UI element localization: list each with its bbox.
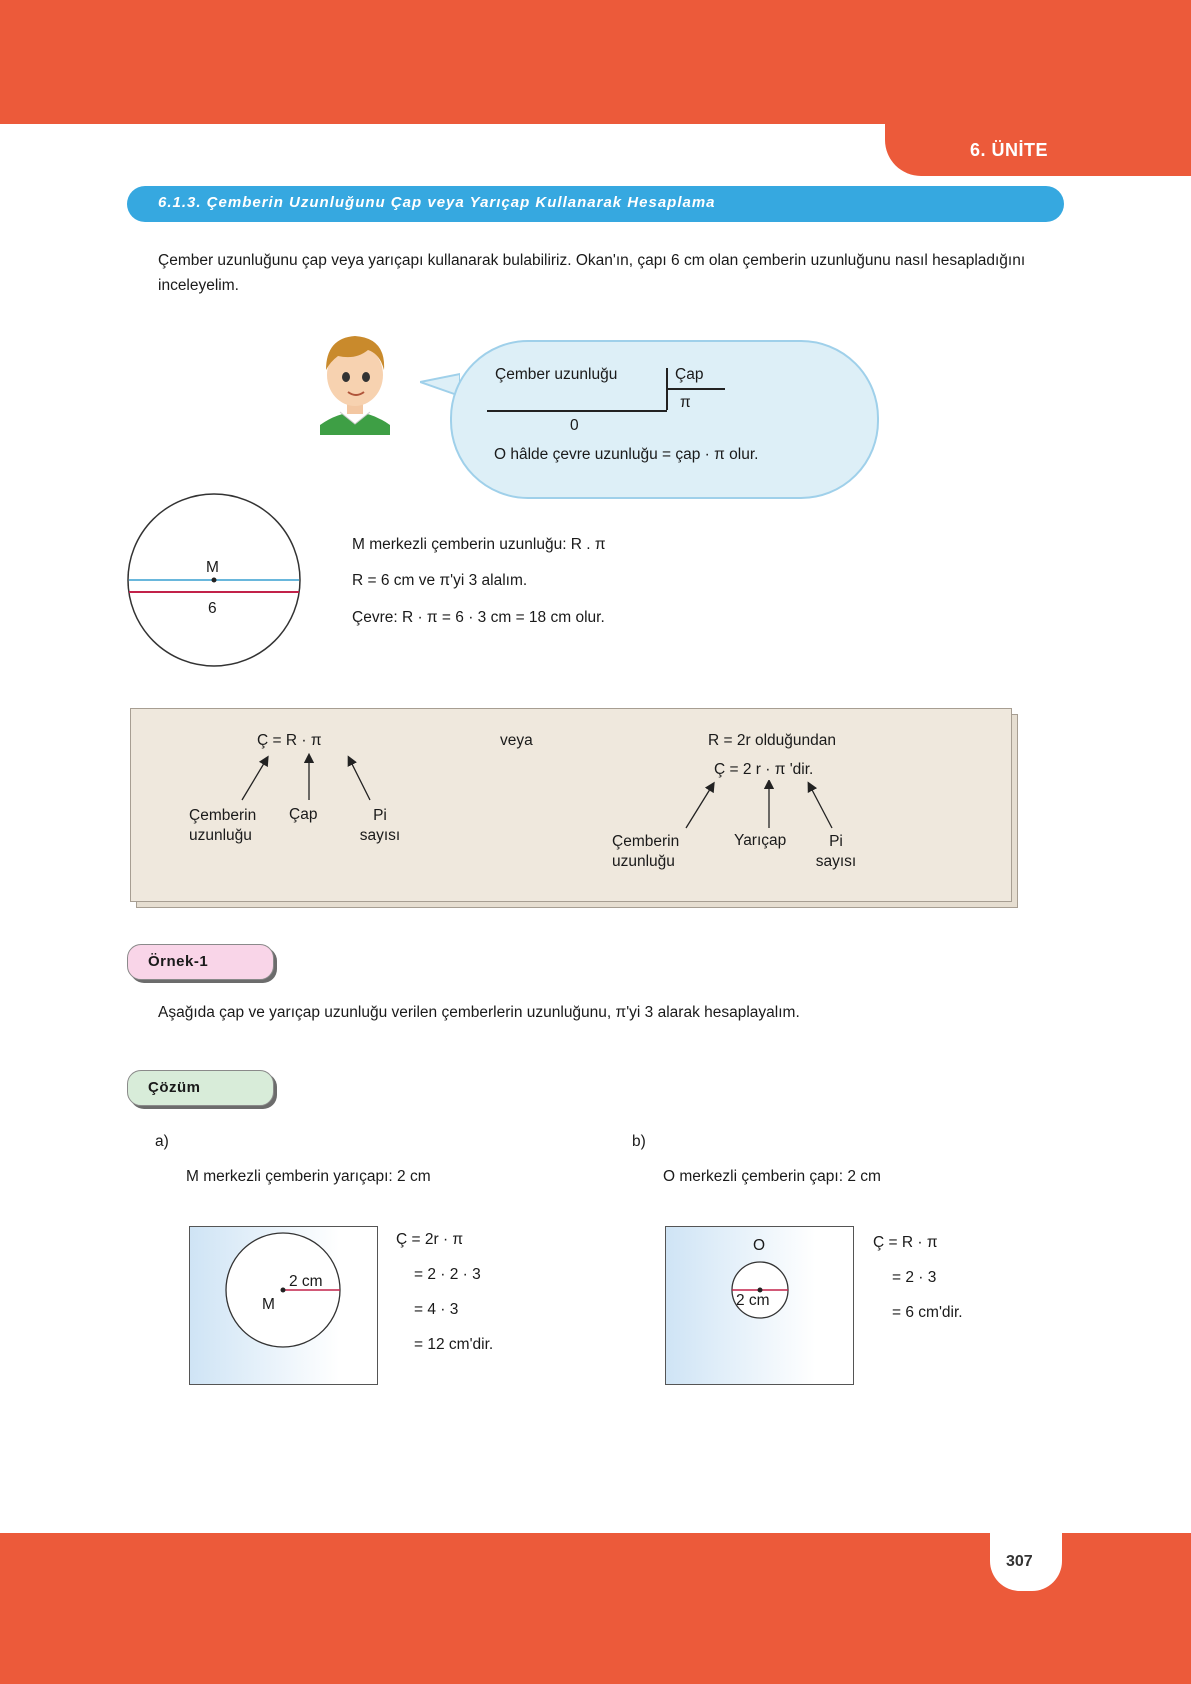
part-a-step-4: = 12 cm'dir. [414,1336,494,1353]
left-formula: Ç = R · π [257,732,322,749]
part-a-circle [189,1226,376,1383]
example-label: Örnek-1 [127,944,274,980]
circle-text-line1: M merkezli çemberin uzunluğu: R . π [352,536,606,553]
circle-center-label: M [206,559,219,576]
section-title: 6.1.3. Çemberin Uzunluğunu Çap veya Yarıçap Kullanarak Hesaplama [158,194,716,211]
circle-diameter-label: 6 [208,600,217,617]
part-b-step-2: = 2 · 3 [892,1269,937,1286]
part-b-diameter-label: 2 cm [736,1292,770,1309]
right-formula: Ç = 2 r · π 'dir. [714,761,814,778]
part-b-marker: b) [632,1133,646,1150]
label-cemberin-uzunlugu-left: Çemberin uzunluğu [189,807,257,844]
division-dividend: Çember uzunluğu [495,366,618,383]
label-pi-sayisi-left: Pi sayısı [359,807,401,844]
bubble-conclusion: O hâlde çevre uzunluğu = çap · π olur. [494,446,759,463]
label-yaricap: Yarıçap [734,832,787,849]
intro-paragraph: Çember uzunluğunu çap veya yarıçapı kullanarak bulabiliriz. Okan'ın, çapı 6 cm olan çemberin uzunluğunu nasıl hesapladığını inceleyelim. [158,252,1026,294]
unit-label: 6. ÜNİTE [970,140,1049,160]
part-b-step-1: Ç = R · π [873,1234,938,1251]
division-remainder: 0 [570,417,579,434]
division-divisor: Çap [675,366,704,383]
division-hline [667,388,725,390]
part-a-step-3: = 4 · 3 [414,1301,459,1318]
label-cemberin-uzunlugu-right: Çemberin uzunluğu [612,833,680,870]
label-pi-sayisi-right: Pi sayısı [815,833,857,870]
page-number: 307 [1006,1553,1033,1570]
part-b-step-3: = 6 cm'dir. [892,1304,963,1321]
part-a-step-2: = 2 · 2 · 3 [414,1266,481,1283]
veya-text: veya [500,732,533,749]
right-premise: R = 2r olduğundan [708,732,836,749]
part-a-step-1: Ç = 2r · π [396,1231,464,1248]
label-cap: Çap [289,806,318,823]
part-a-title: M merkezli çemberin yarıçapı: 2 cm [186,1168,431,1185]
division-underline [487,410,667,412]
division-quotient: π [680,394,691,411]
circle-text-line3: Çevre: R · π = 6 · 3 cm = 18 cm olur. [352,609,605,626]
part-b-center-label: O [753,1237,766,1254]
circle-figure [126,492,302,668]
top-band [0,0,1191,124]
right-formula-arrows [680,780,840,830]
solution-label: Çözüm [127,1070,274,1106]
part-a-marker: a) [155,1133,169,1150]
example-prompt: Aşağıda çap ve yarıçap uzunluğu verilen çemberlerin uzunluğunu, π'yi 3 alarak hesaplayalım. [158,1004,800,1021]
circle-text-line2: R = 6 cm ve π'yi 3 alalım. [352,572,528,589]
part-a-center-label: M [262,1296,275,1313]
part-b-title: O merkezli çemberin çapı: 2 cm [663,1168,881,1185]
speech-bubble [450,340,879,499]
part-a-radius-label: 2 cm [289,1273,323,1290]
boy-illustration [310,320,400,435]
left-formula-arrows [230,752,390,802]
